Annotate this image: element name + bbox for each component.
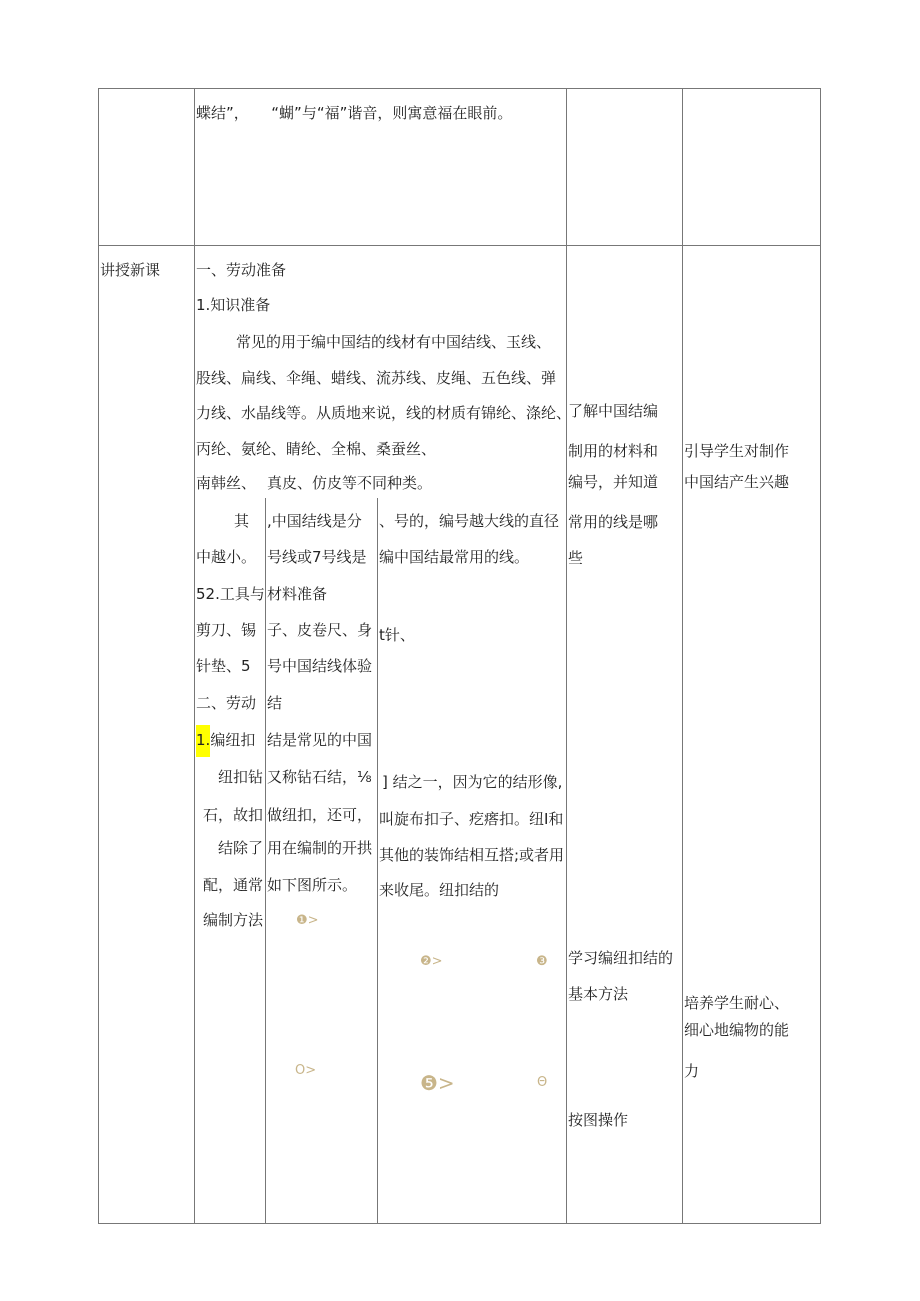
step-5-marker: ❺>	[420, 1071, 455, 1095]
text-line: 材料准备	[267, 585, 328, 603]
stage-label: 讲授新课	[100, 261, 161, 279]
text-line: t针、	[379, 626, 415, 644]
text-line: 52.工具与	[196, 585, 265, 603]
step-4-marker: O>	[295, 1063, 317, 1078]
text-line: 按图操作	[568, 1111, 629, 1129]
paragraph-line: 股线、扁线、伞绳、蜡线、流苏线、皮绳、五色线、弹	[196, 369, 557, 387]
text-line: 了解中国结编	[568, 402, 659, 420]
text-line: 用在编制的开拱	[267, 839, 373, 857]
text-line: 细心地编物的能	[684, 1021, 790, 1039]
step-2-marker: ❷>	[420, 954, 443, 969]
section-heading: 一、劳动准备	[196, 261, 287, 279]
text-line: 制用的材料和	[568, 442, 659, 460]
column-divider	[682, 88, 683, 1224]
text-line: 剪刀、锡	[196, 621, 257, 639]
text-span: 编纽扣	[210, 731, 256, 749]
row-divider	[98, 245, 821, 246]
text-line: 其	[234, 512, 250, 530]
text-line	[196, 731, 255, 749]
text-line: 又称钻石结，⅛	[267, 768, 372, 786]
subsection-heading: 1.知识准备	[196, 296, 271, 314]
sub-column-divider	[377, 498, 378, 1224]
table-border-bottom	[98, 1223, 821, 1224]
text-line: 号线或7号线是	[267, 548, 367, 566]
table-border-left	[98, 88, 99, 1224]
text-line: 配，通常	[203, 876, 264, 894]
text-line: 纽扣钻	[218, 768, 264, 786]
text-line: 编制方法	[203, 911, 264, 929]
text-line: 力	[684, 1062, 700, 1080]
text-line: 子、皮卷尺、身	[267, 621, 373, 639]
text-line: 编中国结最常用的线。	[379, 548, 530, 566]
text-line: 如下图所示。	[267, 876, 358, 894]
text-line: 结除了	[218, 839, 264, 857]
text-line: 石，故扣	[203, 806, 264, 824]
text-line: 常用的线是哪	[568, 513, 659, 531]
paragraph-line: 常见的用于编中国结的线材有中国结线、玉线、	[236, 333, 552, 351]
text-line: 号中国结线体验	[267, 657, 373, 675]
paragraph-line: 真皮、仿皮等不同种类。	[267, 474, 433, 492]
text-line: 二、劳动	[196, 694, 257, 712]
text-line: 结	[267, 694, 283, 712]
text-line: 些	[568, 549, 584, 567]
highlighted-number: 1.	[196, 725, 210, 757]
text-line: 、号的，编号越大线的直径	[379, 512, 560, 530]
text-line: 其他的装饰结相互搭;或者用	[379, 846, 565, 864]
paragraph-line: 力线、水晶线等。从质地来说，线的材质有锦纶、涤纶、	[196, 404, 572, 422]
text-line: 叫旋布扣子、疙瘩扣。纽I和	[379, 810, 564, 828]
text-line: 基本方法	[568, 985, 629, 1003]
step-3-marker: ❸	[536, 954, 548, 969]
text-line: 学习编纽扣结的	[568, 949, 674, 967]
step-1-marker: ❶>	[296, 913, 319, 928]
text-line: 针垫、5	[196, 657, 251, 675]
text-line: 结是常见的中国	[267, 731, 373, 749]
text-line: ] 结之一，因为它的结形像,	[382, 773, 563, 791]
row1-text: 蝶结”， “蝴”与“福”谐音，则寓意福在眼前。	[196, 104, 513, 122]
text-line: 引导学生对制作	[684, 442, 790, 460]
sub-column-divider	[265, 498, 266, 1224]
column-divider	[566, 88, 567, 1224]
column-divider	[194, 88, 195, 1224]
text-line: 来收尾。纽扣结的	[379, 881, 500, 899]
paragraph-line: 南韩丝、	[196, 474, 257, 492]
text-line: ,中国结线是分	[267, 512, 362, 530]
table-border-right	[820, 88, 821, 1224]
text-line: 中越小。	[196, 548, 257, 566]
table-border-top	[98, 88, 821, 89]
text-line: 中国结产生兴趣	[684, 473, 790, 491]
text-line: 培养学生耐心、	[684, 994, 790, 1012]
step-6-marker: Θ	[537, 1075, 548, 1090]
text-line: 编号，并知道	[568, 473, 659, 491]
paragraph-line: 丙纶、氨纶、睛纶、全棉、桑蚕丝、	[196, 440, 437, 458]
text-line: 做纽扣，还可，	[267, 806, 373, 824]
